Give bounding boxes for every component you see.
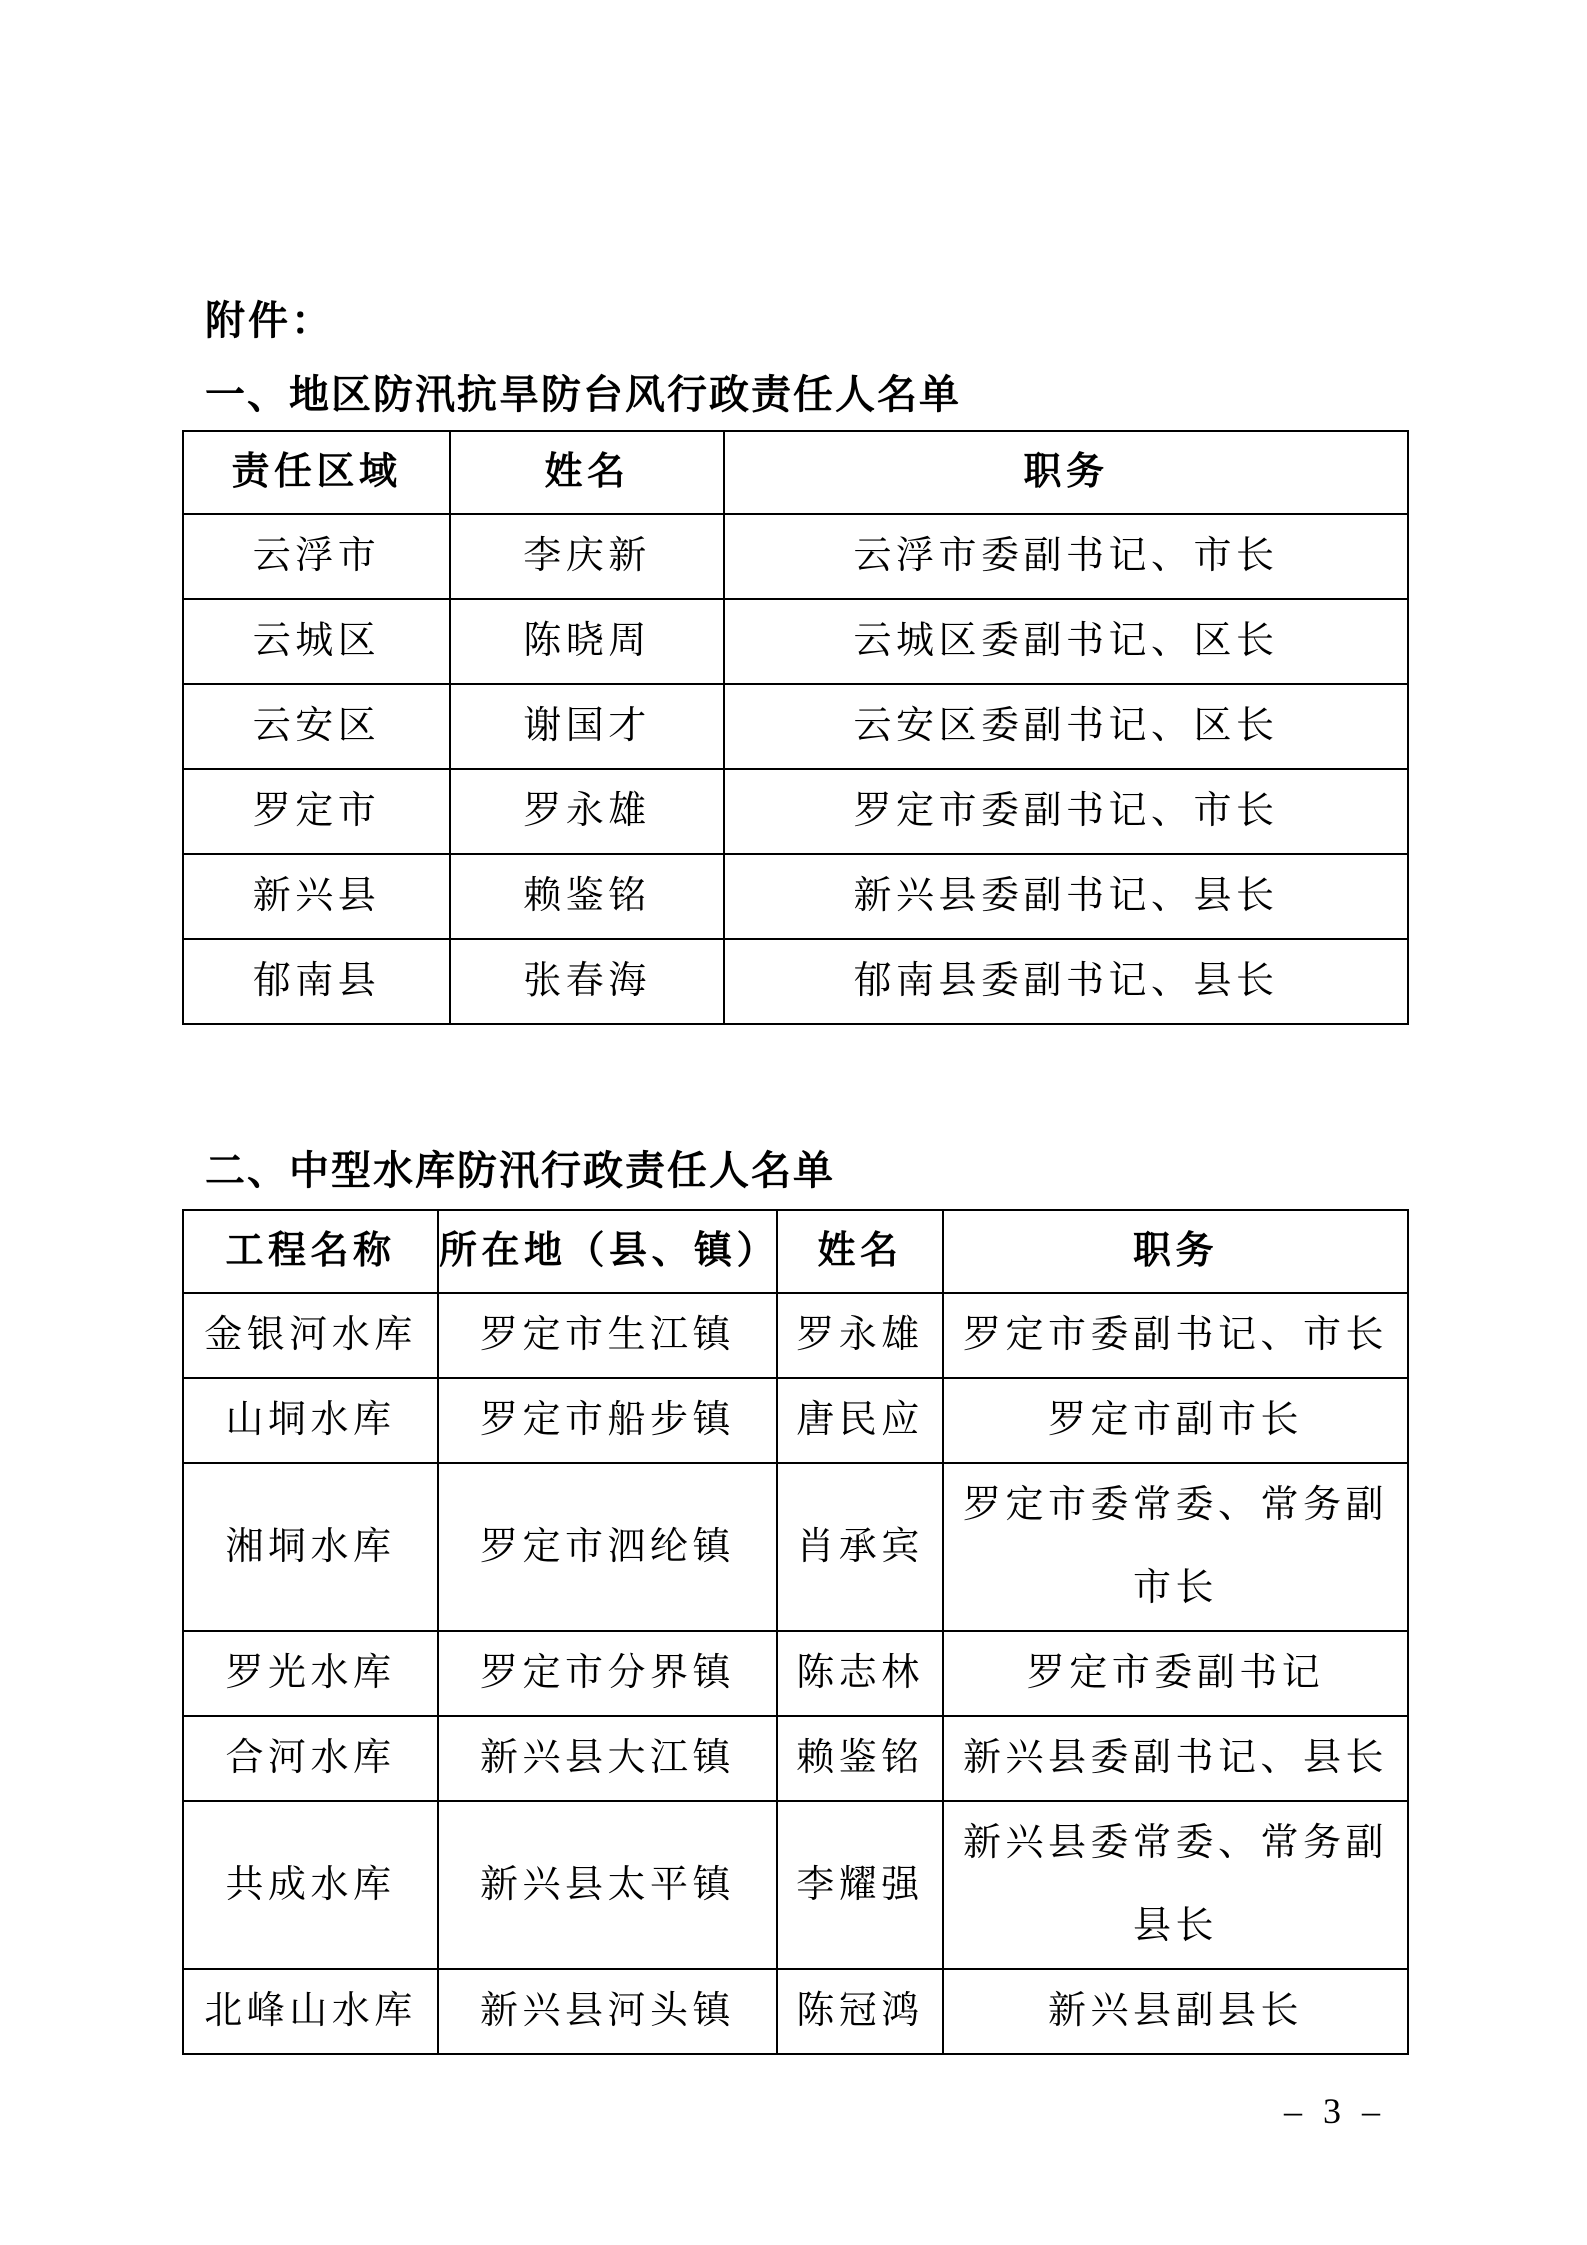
table-cell-location: 新兴县河头镇 [438, 1969, 777, 2054]
table-cell-name: 肖承宾 [777, 1463, 943, 1631]
section2-title: 二、中型水库防汛行政责任人名单 [205, 1149, 835, 1193]
table-cell-name: 谢国才 [450, 684, 724, 769]
table-cell-position: 云安区委副书记、区长 [724, 684, 1408, 769]
table-row [183, 684, 1408, 769]
table-row [183, 514, 1408, 599]
table-cell-name: 李庆新 [450, 514, 724, 599]
table-cell-position: 新兴县委副书记、县长 [943, 1716, 1408, 1801]
table-cell-region: 罗定市 [183, 769, 450, 854]
table-cell-position: 新兴县委副书记、县长 [724, 854, 1408, 939]
table-cell-name: 赖鉴铭 [777, 1716, 943, 1801]
table-cell-name: 陈晓周 [450, 599, 724, 684]
table-row [183, 1631, 1408, 1716]
section2-table [182, 1209, 1409, 2055]
table-cell-location: 罗定市分界镇 [438, 1631, 777, 1716]
table-row [183, 599, 1408, 684]
table-cell-location: 罗定市船步镇 [438, 1378, 777, 1463]
table-row [183, 1716, 1408, 1801]
table-cell-location: 新兴县大江镇 [438, 1716, 777, 1801]
table-cell-region: 郁南县 [183, 939, 450, 1024]
table-cell-region: 云浮市 [183, 514, 450, 599]
table-cell-project: 金银河水库 [183, 1293, 438, 1378]
table-cell-name: 赖鉴铭 [450, 854, 724, 939]
section1-table [182, 430, 1409, 1025]
table-cell-position: 云浮市委副书记、市长 [724, 514, 1408, 599]
table-cell-position: 罗定市委常委、常务副市长 [943, 1463, 1408, 1631]
column-header-project: 工程名称 [183, 1210, 438, 1293]
column-header-position: 职务 [724, 431, 1408, 514]
table-cell-position: 罗定市委副书记 [943, 1631, 1408, 1716]
column-header-name: 姓名 [450, 431, 724, 514]
table-header-row [183, 431, 1408, 514]
column-header-name: 姓名 [777, 1210, 943, 1293]
table-row [183, 1378, 1408, 1463]
table-cell-position: 郁南县委副书记、县长 [724, 939, 1408, 1024]
section1-title: 一、地区防汛抗旱防台风行政责任人名单 [205, 373, 961, 417]
table-row [183, 1463, 1408, 1631]
table-cell-location: 罗定市生江镇 [438, 1293, 777, 1378]
table-cell-position: 新兴县委常委、常务副县长 [943, 1801, 1408, 1969]
table-cell-name: 陈冠鸿 [777, 1969, 943, 2054]
attachment-label: 附件： [205, 299, 334, 343]
table-cell-project: 山垌水库 [183, 1378, 438, 1463]
table-row [183, 1969, 1408, 2054]
table-cell-name: 张春海 [450, 939, 724, 1024]
table-cell-project: 罗光水库 [183, 1631, 438, 1716]
table-cell-name: 罗永雄 [450, 769, 724, 854]
column-header-location: 所在地（县、镇） [438, 1210, 777, 1293]
table-cell-name: 李耀强 [777, 1801, 943, 1969]
table-cell-project: 合河水库 [183, 1716, 438, 1801]
table-cell-region: 云城区 [183, 599, 450, 684]
table-cell-project: 共成水库 [183, 1801, 438, 1969]
column-header-region: 责任区域 [183, 431, 450, 514]
table-cell-name: 唐民应 [777, 1378, 943, 1463]
table-cell-project: 湘垌水库 [183, 1463, 438, 1631]
table-cell-name: 陈志林 [777, 1631, 943, 1716]
table-row [183, 939, 1408, 1024]
table-row [183, 769, 1408, 854]
table-cell-position: 罗定市委副书记、市长 [724, 769, 1408, 854]
table-cell-position: 新兴县副县长 [943, 1969, 1408, 2054]
column-header-position: 职务 [943, 1210, 1408, 1293]
table-cell-position: 云城区委副书记、区长 [724, 599, 1408, 684]
page-number: – 3 – [1284, 2091, 1386, 2131]
table-cell-project: 北峰山水库 [183, 1969, 438, 2054]
table-cell-location: 罗定市泗纶镇 [438, 1463, 777, 1631]
table-cell-position: 罗定市副市长 [943, 1378, 1408, 1463]
table-cell-location: 新兴县太平镇 [438, 1801, 777, 1969]
table-cell-region: 新兴县 [183, 854, 450, 939]
table-header-row [183, 1210, 1408, 1293]
table-cell-position: 罗定市委副书记、市长 [943, 1293, 1408, 1378]
table-row [183, 1293, 1408, 1378]
table-row [183, 1801, 1408, 1969]
table-cell-name: 罗永雄 [777, 1293, 943, 1378]
table-row [183, 854, 1408, 939]
table-cell-region: 云安区 [183, 684, 450, 769]
